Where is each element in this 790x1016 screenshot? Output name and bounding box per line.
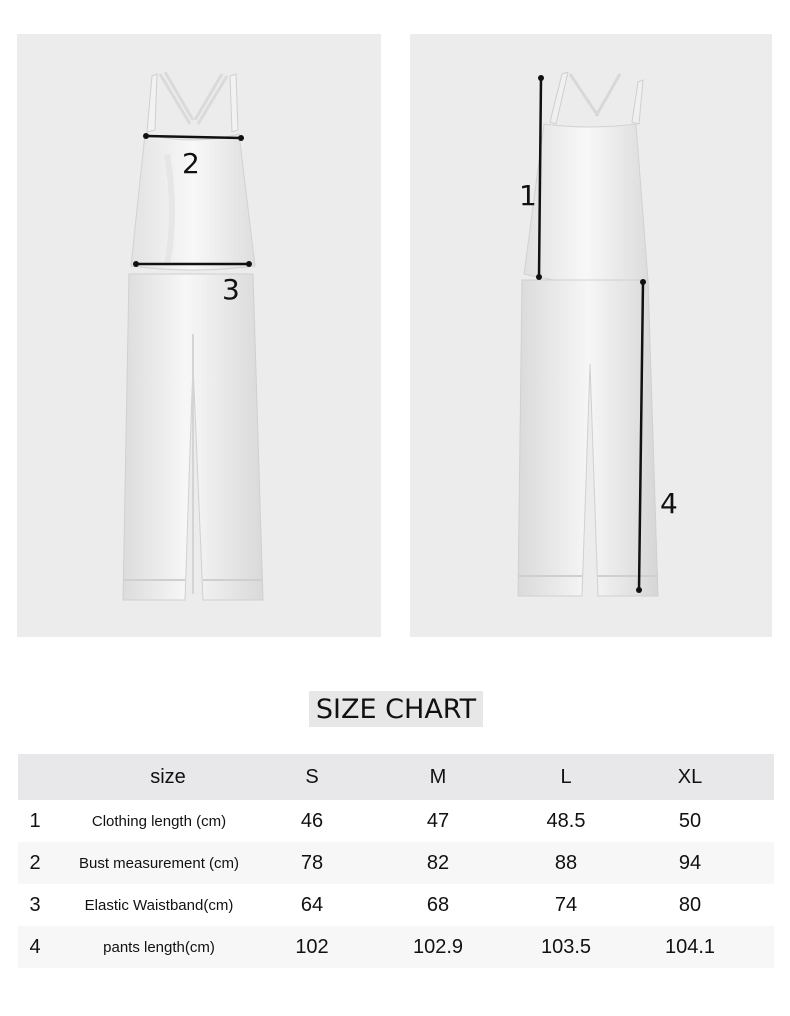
row-label: Clothing length (cm) [91,812,227,830]
table-row [18,884,774,926]
header-size-m: M [429,765,447,788]
row-value-xl: 94 [678,851,702,874]
row-value-m: 47 [426,809,450,832]
size-chart-title: SIZE CHART [309,691,483,727]
back-garment-illustration [410,34,772,637]
row-value-s: 64 [300,893,324,916]
row-value-xl: 104.1 [664,935,716,958]
row-value-m: 102.9 [412,935,464,958]
callout-2: 2 [182,147,200,180]
back-view-panel [410,34,772,637]
row-value-s: 78 [300,851,324,874]
header-size-xl: XL [677,765,703,788]
row-number: 2 [29,851,41,874]
callout-4: 4 [660,487,678,520]
row-value-m: 82 [426,851,450,874]
row-label: Bust measurement (cm) [78,854,240,872]
row-number: 4 [29,935,41,958]
row-value-l: 88 [554,851,578,874]
row-value-l: 48.5 [546,809,586,832]
row-value-l: 74 [554,893,578,916]
row-value-m: 68 [426,893,450,916]
row-value-xl: 50 [678,809,702,832]
header-size-label: size [150,765,186,788]
row-value-l: 103.5 [540,935,592,958]
row-label: Elastic Waistband(cm) [84,896,234,914]
size-table [18,754,774,968]
header-size-s: S [305,765,319,788]
row-value-s: 46 [300,809,324,832]
front-garment-illustration [17,34,381,637]
row-number: 1 [29,809,41,832]
row-value-s: 102 [295,935,329,958]
callout-1: 1 [519,179,537,212]
row-label: pants length(cm) [103,938,215,956]
row-number: 3 [29,893,41,916]
callout-3: 3 [222,273,240,306]
table-row [18,842,774,884]
header-size-l: L [560,765,572,788]
table-row [18,800,774,842]
table-header-row [18,754,774,800]
front-view-panel [17,34,381,637]
row-value-xl: 80 [678,893,702,916]
table-row [18,926,774,968]
